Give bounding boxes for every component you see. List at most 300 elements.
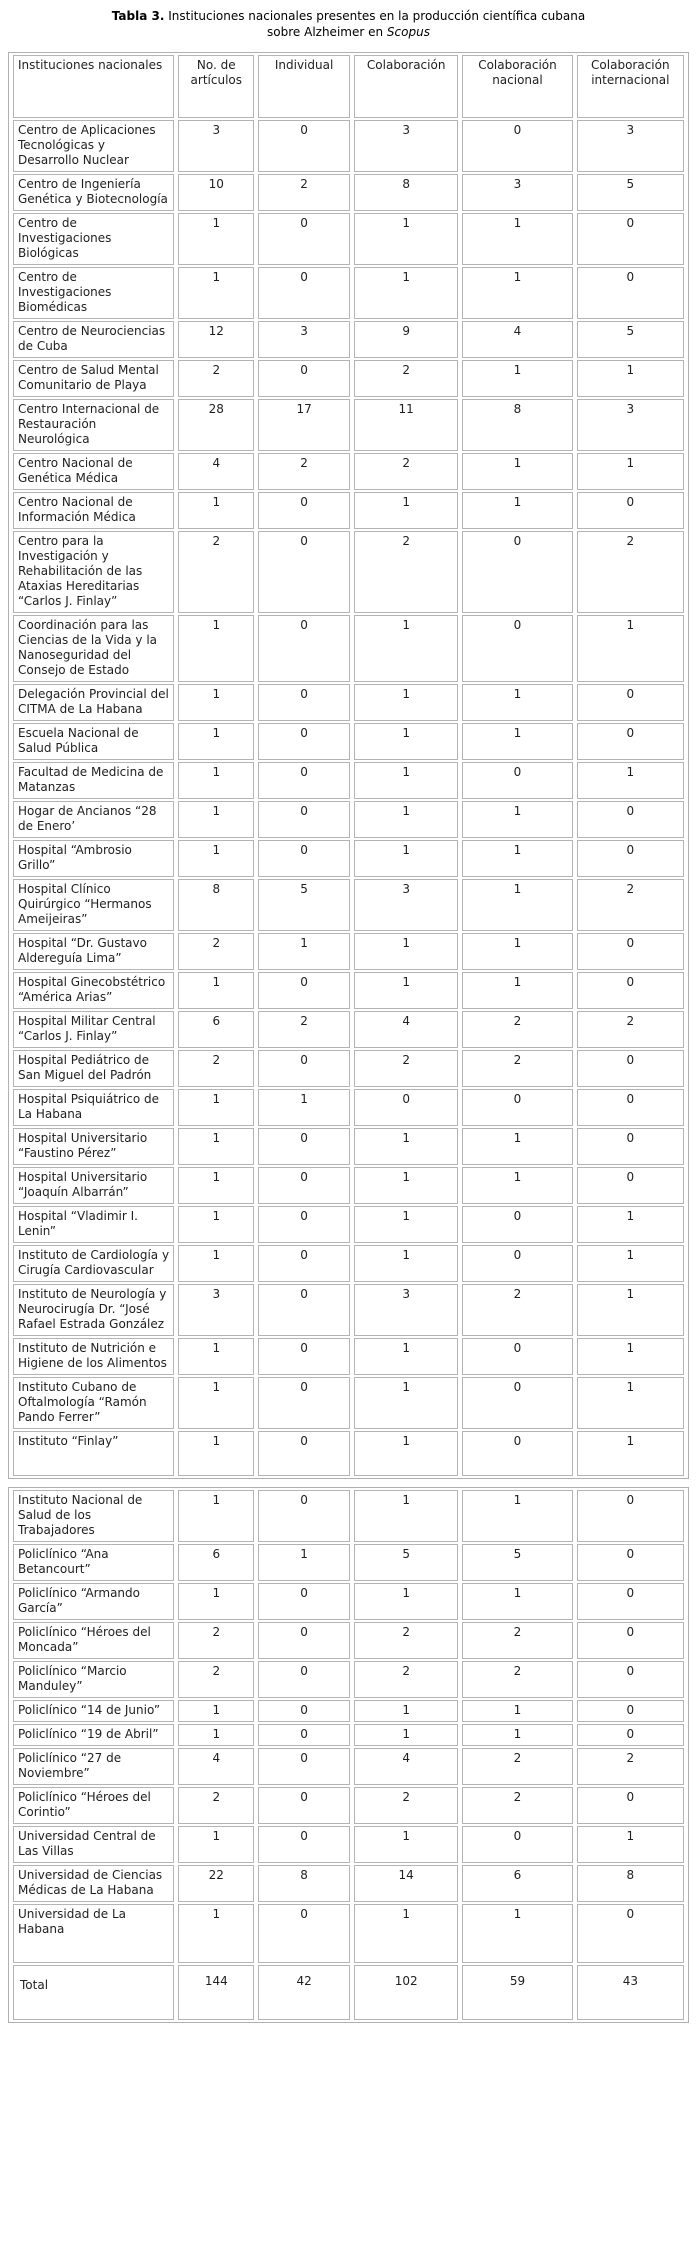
table-row (13, 1661, 684, 1698)
table-row (13, 1787, 684, 1824)
column-header-instituciones: Instituciones nacionales (13, 55, 174, 118)
value-cell: 1 (354, 840, 458, 877)
value-cell: 0 (577, 1787, 684, 1824)
total-value-cell: 59 (462, 1965, 572, 2020)
value-cell: 22 (178, 1865, 254, 1902)
value-cell: 1 (354, 1377, 458, 1429)
institution-cell: Policlínico “27 de Noviembre” (13, 1748, 174, 1785)
value-cell: 0 (577, 1128, 684, 1165)
value-cell: 0 (258, 1826, 350, 1863)
value-cell: 0 (258, 1284, 350, 1336)
table-row (13, 1377, 684, 1429)
institution-cell: Centro para la Investigación y Rehabilitación de las Ataxias Hereditarias “Carlos J. Finlay” (13, 531, 174, 613)
value-cell: 0 (258, 1661, 350, 1698)
value-cell: 1 (462, 1167, 572, 1204)
value-cell: 1 (577, 1431, 684, 1476)
value-cell: 0 (258, 1583, 350, 1620)
institution-cell: Instituto “Finlay” (13, 1431, 174, 1476)
value-cell: 1 (577, 762, 684, 799)
institution-cell: Centro Nacional de Genética Médica (13, 453, 174, 490)
value-cell: 3 (354, 120, 458, 172)
value-cell: 2 (577, 1011, 684, 1048)
table-row (13, 174, 684, 211)
value-cell: 0 (462, 762, 572, 799)
value-cell: 0 (258, 1050, 350, 1087)
total-value-cell: 42 (258, 1965, 350, 2020)
value-cell: 8 (178, 879, 254, 931)
value-cell: 0 (258, 1431, 350, 1476)
value-cell: 2 (462, 1787, 572, 1824)
value-cell: 5 (354, 1544, 458, 1581)
value-cell: 0 (462, 1245, 572, 1282)
table-row (13, 1865, 684, 1902)
value-cell: 1 (354, 1583, 458, 1620)
institution-cell: Hospital Universitario “Joaquín Albarrán” (13, 1167, 174, 1204)
table-row (13, 267, 684, 319)
institution-cell: Hospital “Vladimir I. Lenin” (13, 1206, 174, 1243)
value-cell: 0 (577, 267, 684, 319)
value-cell: 1 (354, 267, 458, 319)
value-cell: 2 (178, 1787, 254, 1824)
table-row (13, 1583, 684, 1620)
institution-cell: Instituto Nacional de Salud de los Trabajadores (13, 1490, 174, 1542)
table-row (13, 1284, 684, 1336)
value-cell: 2 (462, 1661, 572, 1698)
institution-cell: Centro de Ingeniería Genética y Biotecnología (13, 174, 174, 211)
table-row (13, 1050, 684, 1087)
value-cell: 2 (462, 1622, 572, 1659)
institution-cell: Centro de Salud Mental Comunitario de Playa (13, 360, 174, 397)
value-cell: 1 (354, 615, 458, 682)
value-cell: 2 (178, 933, 254, 970)
value-cell: 2 (354, 1050, 458, 1087)
value-cell: 1 (462, 1128, 572, 1165)
value-cell: 0 (258, 615, 350, 682)
value-cell: 0 (462, 1206, 572, 1243)
value-cell: 1 (462, 1700, 572, 1722)
value-cell: 1 (577, 1338, 684, 1375)
value-cell: 0 (462, 1377, 572, 1429)
institution-cell: Instituto Cubano de Oftalmología “Ramón Pando Ferrer” (13, 1377, 174, 1429)
value-cell: 0 (258, 762, 350, 799)
value-cell: 1 (462, 492, 572, 529)
value-cell: 2 (178, 531, 254, 613)
value-cell: 0 (577, 1904, 684, 1963)
column-header-colaboracion-nacional: Colaboración nacional (462, 55, 572, 118)
institutions-table-wrap (0, 50, 697, 2027)
institution-cell: Centro de Investigaciones Biológicas (13, 213, 174, 265)
table-row (13, 1826, 684, 1863)
value-cell: 1 (354, 1490, 458, 1542)
value-cell: 8 (462, 399, 572, 451)
value-cell: 1 (354, 1724, 458, 1746)
value-cell: 1 (462, 801, 572, 838)
value-cell: 5 (577, 174, 684, 211)
value-cell: 1 (577, 453, 684, 490)
table-row (13, 972, 684, 1009)
value-cell: 1 (178, 840, 254, 877)
total-value-cell: 102 (354, 1965, 458, 2020)
column-header-colaboracion-internacional: Colaboración internacional (577, 55, 684, 118)
value-cell: 1 (178, 267, 254, 319)
value-cell: 5 (462, 1544, 572, 1581)
value-cell: 2 (178, 1622, 254, 1659)
value-cell: 1 (354, 492, 458, 529)
value-cell: 2 (354, 1787, 458, 1824)
institution-cell: Instituto de Cardiología y Cirugía Cardiovascular (13, 1245, 174, 1282)
value-cell: 4 (354, 1011, 458, 1048)
table-row (13, 453, 684, 490)
value-cell: 1 (178, 1128, 254, 1165)
value-cell: 2 (462, 1748, 572, 1785)
value-cell: 0 (258, 1338, 350, 1375)
value-cell: 3 (577, 120, 684, 172)
value-cell: 1 (577, 1284, 684, 1336)
table-row (13, 879, 684, 931)
value-cell: 0 (577, 723, 684, 760)
value-cell: 5 (577, 321, 684, 358)
table-row (13, 321, 684, 358)
table-row (13, 684, 684, 721)
institution-cell: Centro Nacional de Información Médica (13, 492, 174, 529)
value-cell: 0 (577, 1661, 684, 1698)
value-cell: 4 (354, 1748, 458, 1785)
value-cell: 0 (258, 1787, 350, 1824)
value-cell: 10 (178, 174, 254, 211)
institution-cell: Universidad de La Habana (13, 1904, 174, 1963)
value-cell: 2 (462, 1011, 572, 1048)
institution-cell: Hospital “Dr. Gustavo Aldereguía Lima” (13, 933, 174, 970)
value-cell: 2 (178, 1661, 254, 1698)
column-header-articulos: No. de artículos (178, 55, 254, 118)
value-cell: 1 (258, 1544, 350, 1581)
total-row (13, 1965, 684, 2020)
value-cell: 17 (258, 399, 350, 451)
institution-cell: Policlínico “19 de Abril” (13, 1724, 174, 1746)
value-cell: 4 (462, 321, 572, 358)
institution-cell: Universidad de Ciencias Médicas de La Habana (13, 1865, 174, 1902)
value-cell: 0 (577, 801, 684, 838)
value-cell: 0 (577, 840, 684, 877)
value-cell: 0 (462, 1431, 572, 1476)
value-cell: 2 (178, 1050, 254, 1087)
value-cell: 0 (258, 1206, 350, 1243)
value-cell: 1 (178, 1904, 254, 1963)
value-cell: 1 (178, 723, 254, 760)
value-cell: 3 (178, 1284, 254, 1336)
value-cell: 1 (178, 615, 254, 682)
table-row (13, 801, 684, 838)
value-cell: 2 (577, 1748, 684, 1785)
value-cell: 1 (258, 1089, 350, 1126)
value-cell: 1 (577, 615, 684, 682)
value-cell: 1 (462, 213, 572, 265)
table-row (13, 120, 684, 172)
value-cell: 1 (178, 1206, 254, 1243)
value-cell: 0 (258, 801, 350, 838)
table-row (13, 360, 684, 397)
value-cell: 2 (354, 1661, 458, 1698)
value-cell: 1 (178, 801, 254, 838)
value-cell: 0 (258, 492, 350, 529)
value-cell: 2 (462, 1284, 572, 1336)
value-cell: 2 (258, 453, 350, 490)
value-cell: 0 (462, 120, 572, 172)
value-cell: 1 (462, 879, 572, 931)
table-row (13, 840, 684, 877)
value-cell: 1 (354, 1904, 458, 1963)
table-row (13, 492, 684, 529)
value-cell: 9 (354, 321, 458, 358)
value-cell: 0 (258, 360, 350, 397)
value-cell: 0 (577, 1490, 684, 1542)
institution-cell: Centro de Neurociencias de Cuba (13, 321, 174, 358)
value-cell: 2 (462, 1050, 572, 1087)
institution-cell: Hospital “Ambrosio Grillo” (13, 840, 174, 877)
value-cell: 0 (577, 1583, 684, 1620)
table-row (13, 1904, 684, 1963)
total-value-cell: 43 (577, 1965, 684, 2020)
table-row (13, 1748, 684, 1785)
value-cell: 0 (577, 1724, 684, 1746)
value-cell: 2 (354, 360, 458, 397)
table-caption (0, 0, 697, 50)
value-cell: 1 (354, 1338, 458, 1375)
value-cell: 1 (354, 762, 458, 799)
value-cell: 1 (354, 1700, 458, 1722)
value-cell: 0 (577, 972, 684, 1009)
value-cell: 1 (462, 723, 572, 760)
value-cell: 3 (178, 120, 254, 172)
value-cell: 2 (258, 1011, 350, 1048)
value-cell: 0 (577, 213, 684, 265)
value-cell: 28 (178, 399, 254, 451)
institutions-table-part-1 (8, 52, 689, 1479)
value-cell: 1 (178, 1826, 254, 1863)
table-row (13, 1245, 684, 1282)
value-cell: 6 (462, 1865, 572, 1902)
value-cell: 0 (577, 684, 684, 721)
table-row (13, 399, 684, 451)
value-cell: 1 (354, 1431, 458, 1476)
value-cell: 1 (178, 492, 254, 529)
value-cell: 1 (462, 1583, 572, 1620)
value-cell: 2 (258, 174, 350, 211)
institution-cell: Policlínico “Héroes del Moncada” (13, 1622, 174, 1659)
institution-cell: Policlínico “Marcio Manduley” (13, 1661, 174, 1698)
value-cell: 1 (354, 684, 458, 721)
value-cell: 0 (577, 1622, 684, 1659)
value-cell: 1 (354, 1167, 458, 1204)
header-row (13, 55, 684, 118)
table-row (13, 1128, 684, 1165)
value-cell: 5 (258, 879, 350, 931)
table-row (13, 1338, 684, 1375)
value-cell: 0 (258, 1622, 350, 1659)
caption-text-2: sobre Alzheimer en (267, 25, 384, 39)
value-cell: 0 (258, 972, 350, 1009)
caption-line-1 (30, 8, 667, 24)
value-cell: 14 (354, 1865, 458, 1902)
institutions-table-part-2 (8, 1487, 689, 2023)
value-cell: 1 (178, 684, 254, 721)
table-row (13, 1089, 684, 1126)
value-cell: 1 (178, 1700, 254, 1722)
value-cell: 1 (178, 1377, 254, 1429)
table-row (13, 1167, 684, 1204)
value-cell: 0 (577, 1089, 684, 1126)
value-cell: 1 (462, 972, 572, 1009)
value-cell: 0 (258, 1245, 350, 1282)
value-cell: 6 (178, 1544, 254, 1581)
value-cell: 1 (462, 933, 572, 970)
institution-cell: Escuela Nacional de Salud Pública (13, 723, 174, 760)
value-cell: 0 (462, 1338, 572, 1375)
value-cell: 1 (178, 1431, 254, 1476)
value-cell: 1 (354, 801, 458, 838)
value-cell: 1 (178, 972, 254, 1009)
institution-cell: Policlínico “Héroes del Corintio” (13, 1787, 174, 1824)
value-cell: 3 (258, 321, 350, 358)
value-cell: 1 (354, 1826, 458, 1863)
table-row (13, 1490, 684, 1542)
value-cell: 1 (178, 1583, 254, 1620)
table-row (13, 1431, 684, 1476)
institution-cell: Hospital Ginecobstétrico “América Arias” (13, 972, 174, 1009)
value-cell: 1 (462, 684, 572, 721)
value-cell: 0 (462, 1089, 572, 1126)
table-row (13, 933, 684, 970)
total-value-cell: 144 (178, 1965, 254, 2020)
value-cell: 0 (258, 213, 350, 265)
table-row (13, 1206, 684, 1243)
value-cell: 1 (462, 1904, 572, 1963)
value-cell: 3 (577, 399, 684, 451)
table-row (13, 213, 684, 265)
value-cell: 4 (178, 453, 254, 490)
column-header-individual: Individual (258, 55, 350, 118)
value-cell: 4 (178, 1748, 254, 1785)
value-cell: 0 (577, 492, 684, 529)
value-cell: 0 (577, 1544, 684, 1581)
value-cell: 1 (258, 933, 350, 970)
value-cell: 1 (354, 1206, 458, 1243)
value-cell: 0 (258, 684, 350, 721)
value-cell: 2 (577, 879, 684, 931)
value-cell: 1 (178, 1338, 254, 1375)
institution-cell: Universidad Central de Las Villas (13, 1826, 174, 1863)
value-cell: 3 (354, 1284, 458, 1336)
institution-cell: Delegación Provincial del CITMA de La Habana (13, 684, 174, 721)
value-cell: 8 (354, 174, 458, 211)
institution-cell: Centro de Investigaciones Biomédicas (13, 267, 174, 319)
value-cell: 3 (354, 879, 458, 931)
table-row (13, 762, 684, 799)
value-cell: 0 (258, 1724, 350, 1746)
value-cell: 8 (258, 1865, 350, 1902)
value-cell: 1 (178, 762, 254, 799)
column-header-colaboracion: Colaboración (354, 55, 458, 118)
value-cell: 2 (354, 531, 458, 613)
table-row (13, 531, 684, 613)
value-cell: 1 (178, 1167, 254, 1204)
value-cell: 1 (577, 1245, 684, 1282)
value-cell: 1 (462, 267, 572, 319)
value-cell: 0 (577, 933, 684, 970)
value-cell: 8 (577, 1865, 684, 1902)
institution-cell: Centro de Aplicaciones Tecnológicas y Desarrollo Nuclear (13, 120, 174, 172)
caption-line-2 (30, 24, 667, 40)
value-cell: 0 (577, 1167, 684, 1204)
institution-cell: Facultad de Medicina de Matanzas (13, 762, 174, 799)
value-cell: 1 (462, 840, 572, 877)
value-cell: 1 (577, 1206, 684, 1243)
value-cell: 1 (354, 1245, 458, 1282)
value-cell: 2 (577, 531, 684, 613)
value-cell: 12 (178, 321, 254, 358)
value-cell: 1 (354, 1128, 458, 1165)
value-cell: 1 (577, 1377, 684, 1429)
value-cell: 0 (258, 1700, 350, 1722)
value-cell: 0 (577, 1700, 684, 1722)
table-row (13, 615, 684, 682)
value-cell: 0 (258, 1377, 350, 1429)
institution-cell: Policlínico “Ana Betancourt” (13, 1544, 174, 1581)
caption-source-name: Scopus (386, 25, 430, 39)
value-cell: 1 (462, 453, 572, 490)
value-cell: 0 (258, 267, 350, 319)
value-cell: 0 (258, 1748, 350, 1785)
value-cell: 11 (354, 399, 458, 451)
table-row (13, 1622, 684, 1659)
value-cell: 1 (462, 360, 572, 397)
institution-cell: Hospital Militar Central “Carlos J. Finlay” (13, 1011, 174, 1048)
value-cell: 1 (577, 1826, 684, 1863)
institution-cell: Hogar de Ancianos “28 de Enero’ (13, 801, 174, 838)
value-cell: 2 (354, 1622, 458, 1659)
value-cell: 6 (178, 1011, 254, 1048)
value-cell: 1 (354, 213, 458, 265)
table-row (13, 1544, 684, 1581)
value-cell: 0 (577, 1050, 684, 1087)
institution-cell: Instituto de Neurología y Neurocirugía Dr. “José Rafael Estrada González (13, 1284, 174, 1336)
institution-cell: Hospital Psiquiátrico de La Habana (13, 1089, 174, 1126)
value-cell: 3 (462, 174, 572, 211)
value-cell: 0 (462, 531, 572, 613)
value-cell: 0 (354, 1089, 458, 1126)
institution-cell: Coordinación para las Ciencias de la Vida y la Nanoseguridad del Consejo de Estado (13, 615, 174, 682)
institution-cell: Policlínico “Armando García” (13, 1583, 174, 1620)
value-cell: 1 (354, 972, 458, 1009)
value-cell: 1 (178, 1245, 254, 1282)
value-cell: 1 (462, 1724, 572, 1746)
value-cell: 0 (258, 1490, 350, 1542)
value-cell: 0 (258, 723, 350, 760)
value-cell: 1 (178, 1724, 254, 1746)
value-cell: 0 (462, 615, 572, 682)
table-row (13, 1700, 684, 1722)
value-cell: 0 (258, 840, 350, 877)
total-label: Total (13, 1965, 174, 2020)
table-row (13, 723, 684, 760)
value-cell: 1 (462, 1490, 572, 1542)
value-cell: 0 (258, 1167, 350, 1204)
caption-text: Instituciones nacionales presentes en la producción científica cubana (168, 9, 586, 23)
value-cell: 0 (258, 531, 350, 613)
table-row (13, 1724, 684, 1746)
value-cell: 2 (354, 453, 458, 490)
value-cell: 1 (354, 723, 458, 760)
